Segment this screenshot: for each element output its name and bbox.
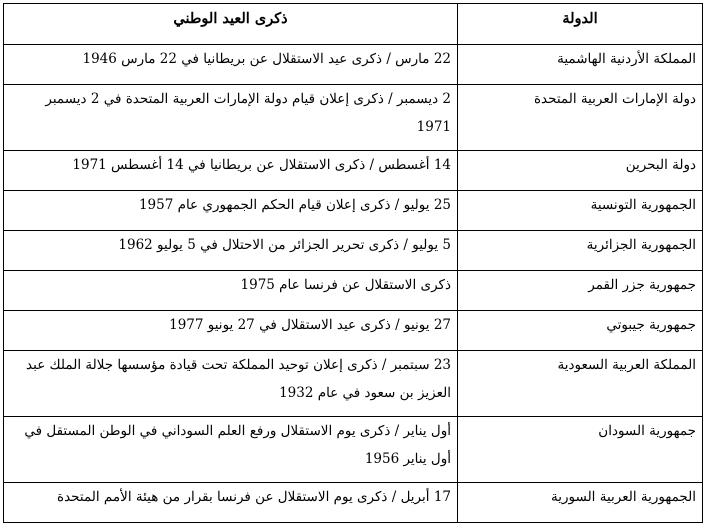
table-row [4, 191, 703, 231]
table-row [4, 85, 703, 151]
country-cell: جمهورية جيبوتي [458, 311, 703, 351]
table-row [4, 351, 703, 417]
national-days-table [3, 3, 703, 523]
header-country: الدولة [458, 4, 703, 45]
country-cell: المملكة العربية السعودية [458, 351, 703, 417]
anniversary-cell: 27 يونيو / ذكرى عيد الاستقلال في 27 يونيو 1977 [4, 311, 458, 351]
table-row [4, 271, 703, 311]
country-cell: جمهورية جزر القمر [458, 271, 703, 311]
anniversary-cell: أول يناير / ذكرى يوم الاستقلال ورفع العلم السوداني في الوطن المستقل في أول يناير 1956 [4, 417, 458, 483]
country-cell: دولة الإمارات العربية المتحدة [458, 85, 703, 151]
anniversary-cell: 22 مارس / ذكرى عيد الاستقلال عن بريطانيا في 22 مارس 1946 [4, 45, 458, 85]
table-row [4, 483, 703, 523]
table-row [4, 151, 703, 191]
table-row [4, 417, 703, 483]
country-cell: جمهورية السودان [458, 417, 703, 483]
country-cell: الجمهورية العربية السورية [458, 483, 703, 523]
anniversary-cell: 23 سبتمبر / ذكرى إعلان توحيد المملكة تحت قيادة مؤسسها جلالة الملك عبد العزيز بن سعود في عام 1932 [4, 351, 458, 417]
anniversary-cell: 2 ديسمبر / ذكرى إعلان قيام دولة الإمارات العربية المتحدة في 2 ديسمبر 1971 [4, 85, 458, 151]
table-row [4, 45, 703, 85]
country-cell: المملكة الأردنية الهاشمية [458, 45, 703, 85]
anniversary-cell: ذكرى الاستقلال عن فرنسا عام 1975 [4, 271, 458, 311]
anniversary-cell: 14 أغسطس / ذكرى الاستقلال عن بريطانيا في 14 أغسطس 1971 [4, 151, 458, 191]
anniversary-cell: 17 أبريل / ذكرى يوم الاستقلال عن فرنسا بقرار من هيئة الأمم المتحدة [4, 483, 458, 523]
country-cell: الجمهورية التونسية [458, 191, 703, 231]
table-row [4, 231, 703, 271]
header-row [4, 4, 703, 45]
header-anniversary: ذكرى العيد الوطني [4, 4, 458, 45]
country-cell: دولة البحرين [458, 151, 703, 191]
table-row [4, 311, 703, 351]
country-cell: الجمهورية الجزائرية [458, 231, 703, 271]
anniversary-cell: 5 يوليو / ذكرى تحرير الجزائر من الاحتلال في 5 يوليو 1962 [4, 231, 458, 271]
anniversary-cell: 25 يوليو / ذكرى إعلان قيام الحكم الجمهوري عام 1957 [4, 191, 458, 231]
